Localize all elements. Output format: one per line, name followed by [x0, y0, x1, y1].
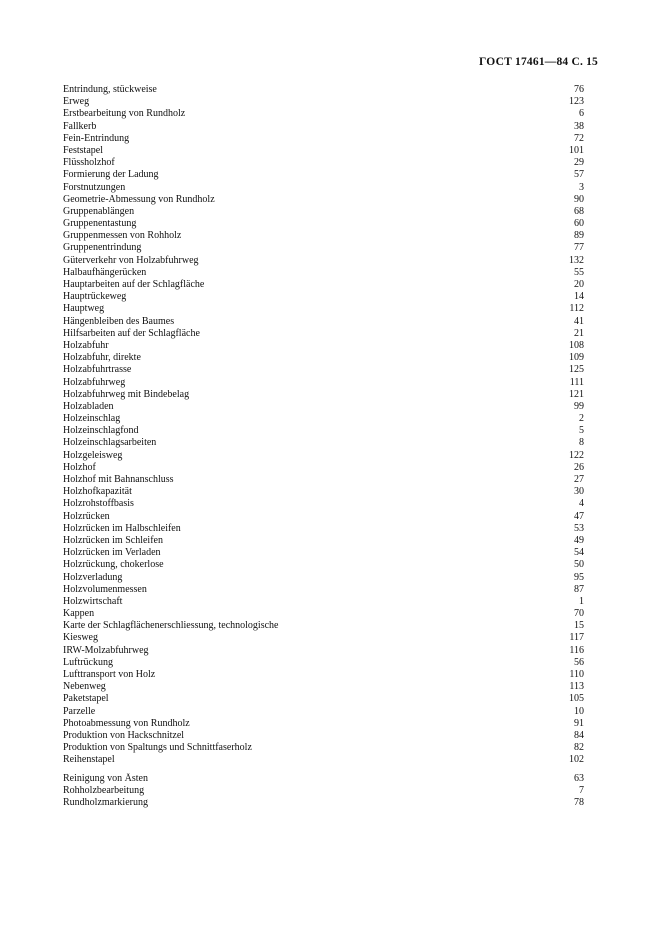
index-entry	[63, 632, 584, 644]
index-page-number: 99	[574, 400, 584, 412]
index-term: Gruppenablängen	[63, 205, 135, 217]
index-entry	[63, 340, 584, 352]
index-entry	[63, 157, 584, 169]
index-page-number: 57	[574, 169, 584, 181]
index-page-number: 4	[579, 498, 584, 510]
index-entry	[63, 437, 584, 449]
index-term: Reihenstapel	[63, 754, 115, 766]
index-entry	[63, 352, 584, 364]
index-term: Reinigung von Ästen	[63, 772, 148, 784]
index-entry	[63, 303, 584, 315]
index-page-number: 60	[574, 218, 584, 230]
index-term: Rohholzbearbeitung	[63, 784, 145, 796]
index-term: Produktion von Hackschnitzel	[63, 729, 185, 741]
index-entry	[63, 255, 584, 267]
index-entry	[63, 669, 584, 681]
index-term: Güterverkehr von Holzabfuhrweg	[63, 254, 199, 266]
index-entry	[63, 596, 584, 608]
index-term: Hauptarbeiten auf der Schlagfläche	[63, 279, 205, 290]
index-page-number: 77	[574, 242, 584, 254]
index-page-number: 78	[574, 796, 584, 808]
index-page-number: 91	[574, 717, 584, 729]
index-page-number: 111	[569, 376, 584, 388]
index-entry	[63, 194, 584, 206]
index-entry	[63, 797, 584, 809]
index-term: Fein-Entrindung	[63, 132, 130, 144]
index-entry	[63, 730, 584, 742]
index-term: Kiesweg	[63, 632, 98, 644]
index-term: Erstbearbeitung von Rundholz	[63, 108, 186, 120]
index-page-number: 63	[574, 772, 584, 784]
index-term: Holzabladen	[63, 400, 114, 412]
index-entry	[63, 230, 584, 242]
index-term: Parzelle	[63, 705, 96, 717]
index-page-number: 56	[574, 656, 584, 668]
index-term: Feststapel	[63, 144, 103, 156]
index-term: Halbaufhängerücken	[63, 266, 147, 278]
index-page-number: 121	[569, 388, 584, 400]
index-entry	[63, 681, 584, 693]
index-term: Hauptrückeweg	[63, 291, 127, 303]
index-entry	[63, 242, 584, 254]
index-entry	[63, 754, 584, 766]
index-page-number: 82	[574, 742, 584, 754]
alphabetical-index	[63, 84, 584, 809]
index-term: Formierung der Ladung	[63, 169, 159, 181]
index-page-number: 123	[569, 96, 584, 108]
index-entry	[63, 96, 584, 108]
index-entry	[63, 486, 584, 498]
index-entry	[63, 608, 584, 620]
index-page-number: 72	[574, 132, 584, 144]
index-term: Holzeinschlagfond	[63, 425, 139, 437]
index-entry	[63, 389, 584, 401]
index-page-number: 76	[574, 84, 584, 95]
index-entry	[63, 706, 584, 718]
index-page-number: 49	[574, 534, 584, 546]
index-page-number: 21	[574, 327, 584, 339]
index-entry	[63, 145, 584, 157]
index-term: Fallkerb	[63, 120, 97, 132]
index-entry	[63, 413, 584, 425]
index-page-number: 105	[569, 693, 584, 705]
index-term: Holzrückung, chokerlose	[63, 559, 164, 571]
index-page-number: 14	[574, 291, 584, 303]
index-page-number: 6	[579, 108, 584, 120]
index-term: Holzrücken im Verladen	[63, 547, 161, 559]
index-term: Rundholzmarkierung	[63, 796, 148, 808]
index-term: Produktion von Spaltungs und Schnittfaserholz	[63, 742, 252, 754]
index-entry	[63, 535, 584, 547]
index-term: Holzabfuhrtrasse	[63, 364, 132, 376]
index-entry	[63, 425, 584, 437]
index-term: Holzvolumenmessen	[63, 583, 147, 595]
index-term: Kappen	[63, 608, 95, 620]
index-term: Holzgeleisweg	[63, 449, 123, 461]
index-term: Holzabfuhrweg mit Bindebelag	[63, 388, 190, 400]
index-entry	[63, 474, 584, 486]
index-page-number: 50	[574, 559, 584, 571]
index-term: Karte der Schlagflächenerschliessung, technologische	[63, 620, 279, 632]
index-term: Hilfsarbeiten auf der Schlagfläche	[63, 327, 200, 339]
index-entry	[63, 572, 584, 584]
index-page-number: 125	[569, 364, 584, 376]
index-page-number: 84	[574, 729, 584, 741]
index-page-number: 55	[574, 266, 584, 278]
index-entry	[63, 742, 584, 754]
index-term: Gruppenmessen von Rohholz	[63, 230, 182, 242]
index-term: Nebenweg	[63, 681, 106, 693]
index-term: Hauptweg	[63, 303, 105, 315]
index-term: Gruppenentrindung	[63, 242, 142, 254]
index-term: Holzrohstoffbasis	[63, 498, 134, 510]
index-page-number: 95	[574, 571, 584, 583]
index-page-number: 109	[569, 352, 584, 364]
index-entry	[63, 169, 584, 181]
index-entry	[63, 206, 584, 218]
index-term: IRW-Molzabfuhrweg	[63, 644, 149, 656]
index-page-number: 1	[579, 595, 584, 607]
index-page-number: 54	[574, 547, 584, 559]
index-entry	[63, 773, 584, 785]
index-entry	[63, 785, 584, 797]
index-page-number: 116	[569, 644, 584, 656]
index-entry	[63, 547, 584, 559]
index-term: Gruppenentastung	[63, 218, 137, 230]
index-term: Holzhofkapazität	[63, 486, 132, 498]
index-page-number: 3	[579, 181, 584, 193]
index-page-number: 15	[574, 620, 584, 632]
index-page-number: 90	[574, 193, 584, 205]
index-term: Holzverladung	[63, 571, 123, 583]
index-term: Holzrücken im Schleifen	[63, 534, 163, 546]
index-term: Erweg	[63, 96, 90, 108]
index-entry	[63, 291, 584, 303]
index-entry	[63, 498, 584, 510]
index-page-number: 38	[574, 120, 584, 132]
index-entry	[63, 657, 584, 669]
index-term: Holzhof mit Bahnanschluss	[63, 474, 174, 485]
index-page-number: 112	[569, 303, 584, 315]
page-header: ГОСТ 17461—84 С. 15	[479, 56, 598, 68]
index-entry	[63, 645, 584, 657]
index-entry	[63, 523, 584, 535]
index-term: Photoabmessung von Rundholz	[63, 717, 190, 729]
index-page-number: 29	[574, 157, 584, 169]
index-entry	[63, 121, 584, 133]
index-term: Entrindung, stückweise	[63, 84, 157, 95]
index-term: Holzeinschlag	[63, 413, 121, 425]
index-page-number: 30	[574, 486, 584, 498]
index-term: Lufttransport von Holz	[63, 669, 156, 680]
index-entry	[63, 182, 584, 194]
index-entry	[63, 377, 584, 389]
index-term: Paketstapel	[63, 693, 109, 705]
index-page-number: 102	[569, 754, 584, 766]
index-term: Holzeinschlagsarbeiten	[63, 437, 157, 449]
index-page-number: 47	[574, 510, 584, 522]
index-term: Holzabfuhr, direkte	[63, 352, 141, 364]
index-entry	[63, 267, 584, 279]
index-page-number: 108	[569, 339, 584, 351]
index-entry	[63, 584, 584, 596]
index-entry	[63, 279, 584, 291]
index-entry	[63, 401, 584, 413]
index-entry	[63, 693, 584, 705]
index-entry	[63, 316, 584, 328]
index-entry	[63, 108, 584, 120]
index-entry	[63, 450, 584, 462]
index-page-number: 68	[574, 205, 584, 217]
index-term: Holzabfuhrweg	[63, 376, 126, 388]
index-term: Holzrücken	[63, 510, 110, 522]
index-page-number: 53	[574, 522, 584, 534]
index-term: Flüssholzhof	[63, 157, 115, 169]
index-entry	[63, 511, 584, 523]
index-page-number: 20	[574, 279, 584, 290]
index-page-number: 70	[574, 608, 584, 620]
index-page-number: 5	[579, 425, 584, 437]
index-term: Holzabfuhr	[63, 339, 109, 351]
index-page-number: 110	[569, 669, 584, 680]
index-page-number: 27	[574, 474, 584, 485]
index-page-number: 41	[574, 315, 584, 327]
index-term: Luftrückung	[63, 656, 113, 668]
index-entry	[63, 218, 584, 230]
index-entry	[63, 462, 584, 474]
index-term: Holzwirtschaft	[63, 595, 123, 607]
index-term: Hängenbleiben des Baumes	[63, 315, 175, 327]
index-entry	[63, 559, 584, 571]
index-page-number: 122	[569, 449, 584, 461]
index-term: Forstnutzungen	[63, 181, 126, 193]
index-page-number: 113	[569, 681, 584, 693]
index-term: Geometrie-Abmessung von Rundholz	[63, 193, 215, 205]
index-term: Holzrücken im Halbschleifen	[63, 522, 181, 534]
index-page-number: 7	[579, 784, 584, 796]
index-term: Holzhof	[63, 461, 96, 473]
index-page-number: 132	[569, 254, 584, 266]
index-page-number: 2	[579, 413, 584, 425]
index-entry	[63, 328, 584, 340]
index-page-number: 26	[574, 461, 584, 473]
index-entry	[63, 364, 584, 376]
index-entry	[63, 133, 584, 145]
index-page-number: 87	[574, 583, 584, 595]
index-entry	[63, 718, 584, 730]
index-entry	[63, 620, 584, 632]
index-page-number: 10	[574, 705, 584, 717]
index-page-number: 101	[569, 144, 584, 156]
index-entry	[63, 84, 584, 96]
index-page-number: 117	[569, 632, 584, 644]
index-page-number: 8	[579, 437, 584, 449]
index-page-number: 89	[574, 230, 584, 242]
